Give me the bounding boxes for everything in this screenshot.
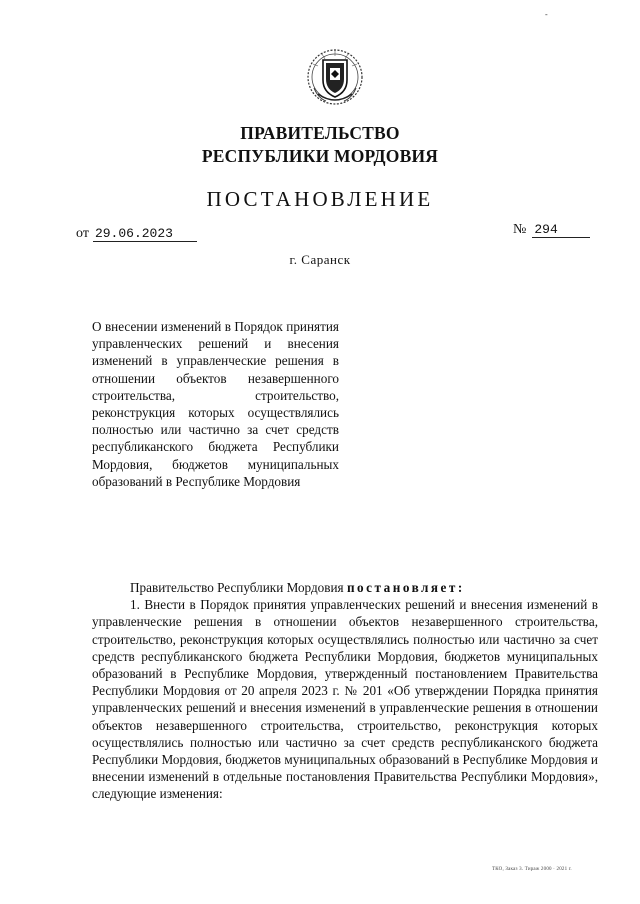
- number-prefix: №: [513, 222, 527, 237]
- print-footer-mark: ТКО, Заказ 3. Тираж 2000 · 2021 г.: [492, 867, 572, 872]
- document-date: 29.06.2023: [93, 226, 197, 242]
- document-subject: О внесении изменений в Порядок принятия управленческих решений и внесения изменений в управленческие решения в отношении объектов незавершенного строительства, строительство, реконструкция которых осуществлялись полностью или частично за счет средств республиканского бюджета Республики Мордовия, бюджетов муниципальных образований в Республике Мордовия: [92, 319, 339, 489]
- decree-intro-text: Правительство Республики Мордовия: [130, 580, 347, 595]
- number-line: [513, 222, 590, 238]
- document-number: 294: [532, 222, 590, 238]
- body-item-1: 1. Внести в Порядок принятия управленческих решений и внесения изменений в управленческие решения в отношении объектов незавершенного строительства, строительство, реконструкция которых осуществлялись полностью или частично за счет средств республиканского бюджета Республики Мордовия, бюджетов муниципальных образований в Республике Мордовия, утвержденный постановлением Правительства Республики Мордовия от 20 апреля 2023 г. № 201 «Об утверждении Порядка принятия управленческих решений и внесения изменений в управленческие решения в отношении объектов незавершенного строительства, строительство, реконструкция которых осуществлялись полностью или частично за счет средств республиканского бюджета Республики Мордовия, бюджетов муниципальных образований в Республике Мордовия и внесении изменений в отдельные постановления Правительства Республики Мордовия», следующие изменения:: [92, 597, 598, 802]
- document-body: [92, 579, 598, 803]
- document-type: ПОСТАНОВЛЕНИЕ: [206, 187, 434, 211]
- decree-intro: [92, 579, 598, 596]
- coat-of-arms-mordovia-icon: [304, 44, 366, 108]
- date-line: [76, 226, 197, 242]
- decree-keyword: постановляет:: [346, 580, 465, 595]
- city: г. Саранск: [289, 252, 351, 267]
- corner-mark: -: [545, 10, 548, 19]
- org-name-line1: ПРАВИТЕЛЬСТВО: [240, 123, 400, 143]
- org-name-line2: РЕСПУБЛИКИ МОРДОВИЯ: [201, 146, 439, 166]
- date-prefix: от: [76, 226, 89, 241]
